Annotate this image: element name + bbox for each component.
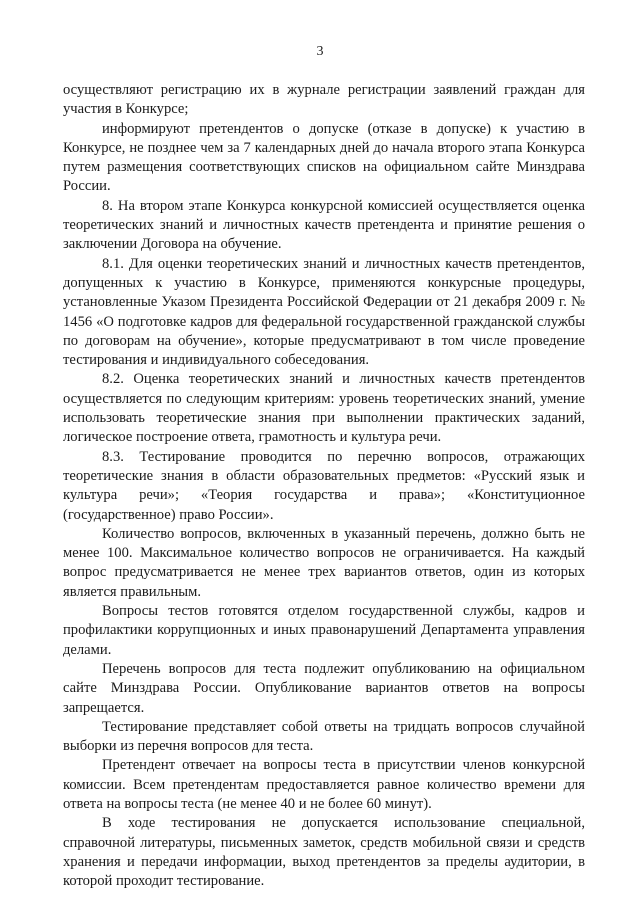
page-number: 3 xyxy=(316,44,324,59)
paragraph-section-8: 8. На втором этапе Конкурса конкурсной комиссией осуществляется оценка теоретических знаний и личностных качеств претендента и принятие решения о заключении Договора на обучение. xyxy=(63,197,585,253)
paragraph-registration: осуществляют регистрацию их в журнале регистрации заявлений граждан для участия в Конкурсе; xyxy=(63,82,585,118)
paragraph-inform-candidates: информируют претендентов о допуске (отказе в допуске) к участию в Конкурсе, не позднее чем за 7 календарных дней до начала второго этапа Конкурса путем размещения соответствующих списков на официальном сайте Минздрава России. xyxy=(63,120,585,195)
paragraph-section-8-2: 8.2. Оценка теоретических знаний и личностных качеств претендентов осуществляется по следующим критериям: уровень теоретических знаний, умение использовать теоретические знания при выполнении практических заданий, логическое построение ответа, грамотность и культура речи. xyxy=(63,371,585,446)
paragraph-test-format: Тестирование представляет собой ответы на тридцать вопросов случайной выборки из перечня вопросов для теста. xyxy=(63,718,585,755)
paragraph-section-8-1: 8.1. Для оценки теоретических знаний и личностных качеств претендентов, допущенных к участию в Конкурсе, применяются конкурсные процедуры, установленные Указом Президента Российской Федерации от 21 декабря 2009 г. № 1456 «О подготовке кадров для федеральной государственной гражданской службы по договорам на обучение», которые предусматривают в том числе проведение тестирования и индивидуального собеседования. xyxy=(63,255,585,369)
paragraph-question-count: Количество вопросов, включенных в указанный перечень, должно быть не менее 100. Максимальное количество вопросов не ограничивается. На каждый вопрос предусматривается не менее трех вариантов ответов, один из которых является правильным. xyxy=(63,525,585,600)
paragraph-test-restrictions: В ходе тестирования не допускается использование специальной, справочной литературы, письменных заметок, средств мобильной связи и средств хранения и передачи информации, выход претендентов за пределы аудитории, в которой проходит тестирование. xyxy=(63,815,585,890)
document-body xyxy=(63,81,585,891)
paragraph-section-8-3: 8.3. Тестирование проводится по перечню вопросов, отражающих теоретические знания в области образовательных предметов: «Русский язык и культура речи»; «Теория государства и права»; «Конституционное (государственное) право России». xyxy=(63,448,585,523)
paragraph-test-time: Претендент отвечает на вопросы теста в присутствии членов конкурсной комиссии. Всем претендентам предоставляется равное количество времени для ответа на вопросы теста (не менее 40 и не более 60 минут). xyxy=(63,757,585,812)
paragraph-question-publication: Перечень вопросов для теста подлежит опубликованию на официальном сайте Минздрава России. Опубликование вариантов ответов на вопросы запрещается. xyxy=(63,660,585,716)
paragraph-question-preparation: Вопросы тестов готовятся отделом государственной службы, кадров и профилактики коррупционных и иных правонарушений Департамента управления делами. xyxy=(63,603,585,658)
